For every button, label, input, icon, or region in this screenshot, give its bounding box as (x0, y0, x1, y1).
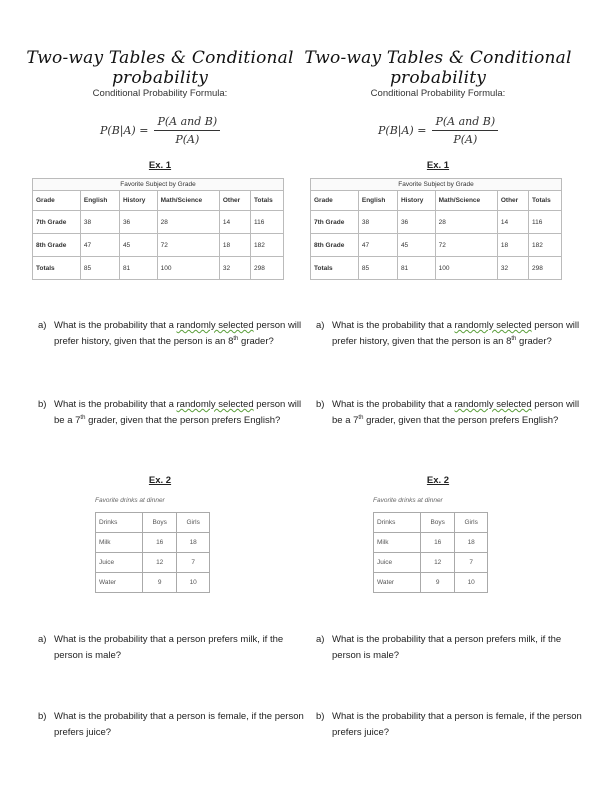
table-header-row (96, 513, 210, 533)
table-cell: 16 (143, 533, 177, 553)
question-1b (316, 397, 584, 429)
column-header: Boys (421, 513, 455, 533)
column-header: English (358, 191, 397, 211)
question-1b (38, 397, 306, 429)
table-cell: 12 (421, 553, 455, 573)
worksheet-copy-left (20, 0, 310, 800)
formula-numerator: P(A and B) (154, 115, 220, 131)
formula-label: Conditional Probability Formula: (92, 88, 228, 99)
table-row (33, 211, 284, 234)
table-row (374, 573, 488, 593)
column-header: Girls (455, 513, 488, 533)
column-header: Other (497, 191, 528, 211)
table-cell: 182 (251, 234, 284, 257)
table-row (96, 533, 210, 553)
table-cell: 116 (251, 211, 284, 234)
favorite-subject-table (310, 178, 562, 280)
spellcheck-highlight: randomly selected (454, 399, 532, 410)
question-2b (38, 709, 306, 741)
worksheet-title: Two-way Tables & Conditional probability (26, 48, 294, 88)
worksheet-copy-right (298, 0, 588, 800)
favorite-drinks-table (95, 512, 210, 593)
table-header-row (311, 191, 562, 211)
table-cell: 100 (157, 257, 219, 280)
table-cell: 45 (119, 234, 157, 257)
question-letter: b) (316, 711, 325, 722)
ordinal-suffix: th (233, 335, 239, 342)
row-label: Milk (96, 533, 143, 553)
table-cell: 14 (219, 211, 250, 234)
table-cell: 72 (157, 234, 219, 257)
table-cell: 10 (455, 573, 488, 593)
table-cell: 38 (80, 211, 119, 234)
table-cell: 72 (435, 234, 497, 257)
table-cell: 7 (455, 553, 488, 573)
spellcheck-highlight: randomly selected (176, 399, 254, 410)
example-2-label: Ex. 2 (148, 475, 172, 486)
column-header: Math/Science (157, 191, 219, 211)
spellcheck-highlight: randomly selected (176, 320, 254, 331)
column-header: English (80, 191, 119, 211)
row-label: Water (374, 573, 421, 593)
table-cell: 116 (529, 211, 562, 234)
question-2a (316, 632, 584, 664)
question-text: What is the probability that a person is female, if the person prefers juice? (332, 711, 582, 738)
table-cell: 36 (119, 211, 157, 234)
column-header: Girls (177, 513, 210, 533)
question-text (332, 318, 584, 350)
column-header: History (119, 191, 157, 211)
question-2a (38, 632, 306, 664)
row-label: Water (96, 573, 143, 593)
question-text-part: What is the probability that a (332, 399, 455, 410)
column-header: Totals (251, 191, 284, 211)
table-cell: 81 (397, 257, 435, 280)
spellcheck-highlight: randomly selected (454, 320, 532, 331)
question-text-part: grader? (516, 336, 552, 347)
formula-numerator: P(A and B) (432, 115, 498, 131)
column-header: Totals (529, 191, 562, 211)
question-text: What is the probability that a person prefers milk, if the person is male? (54, 634, 284, 661)
table-cell: 85 (358, 257, 397, 280)
column-header: Drinks (96, 513, 143, 533)
table-caption: Favorite drinks at dinner (95, 497, 165, 504)
table-cell: 18 (219, 234, 250, 257)
row-label: Juice (374, 553, 421, 573)
question-letter: a) (38, 320, 47, 331)
table-cell: 36 (397, 211, 435, 234)
question-1a (38, 318, 306, 350)
table-header-row (33, 191, 284, 211)
table-cell: 32 (219, 257, 250, 280)
table-cell: 18 (455, 533, 488, 553)
table-cell: 81 (119, 257, 157, 280)
question-letter: b) (38, 711, 47, 722)
table-row (33, 234, 284, 257)
row-label: Totals (311, 257, 359, 280)
row-label: Totals (33, 257, 81, 280)
worksheet-title: Two-way Tables & Conditional probability (304, 48, 572, 88)
table-cell: 9 (421, 573, 455, 593)
question-text (54, 318, 306, 350)
formula-label: Conditional Probability Formula: (370, 88, 506, 99)
row-label: 7th Grade (311, 211, 359, 234)
table-cell: 10 (177, 573, 210, 593)
question-text-part: What is the probability that a (332, 320, 455, 331)
question-text-part: What is the probability that a (54, 320, 177, 331)
formula-fraction (432, 115, 498, 146)
table-cell: 38 (358, 211, 397, 234)
question-text: What is the probability that a person is female, if the person prefers juice? (54, 711, 304, 738)
example-1-label: Ex. 1 (148, 160, 172, 171)
table-row (311, 257, 562, 280)
question-text-part: grader? (238, 336, 274, 347)
table-cell: 28 (435, 211, 497, 234)
table-row (374, 553, 488, 573)
row-label: Milk (374, 533, 421, 553)
question-letter: a) (316, 320, 325, 331)
question-1a (316, 318, 584, 350)
table-row (311, 211, 562, 234)
column-header: Math/Science (435, 191, 497, 211)
column-header: Grade (311, 191, 359, 211)
question-2b (316, 709, 584, 741)
question-text-part: grader, given that the person prefers English? (85, 415, 281, 426)
question-text (332, 397, 584, 429)
table-cell: 45 (397, 234, 435, 257)
favorite-subject-table (32, 178, 284, 280)
formula-fraction (154, 115, 220, 146)
table-cell: 9 (143, 573, 177, 593)
table-row (96, 553, 210, 573)
table-cell: 28 (157, 211, 219, 234)
formula-lhs: P(B|A) = (100, 123, 149, 137)
table-caption: Favorite Subject by Grade (32, 178, 284, 190)
table-cell: 298 (251, 257, 284, 280)
formula-denominator: P(A) (453, 132, 478, 146)
question-letter: b) (38, 399, 47, 410)
table-caption: Favorite Subject by Grade (310, 178, 562, 190)
ordinal-suffix: th (358, 414, 364, 421)
table-cell: 100 (435, 257, 497, 280)
table-cell: 18 (177, 533, 210, 553)
question-text-part: grader, given that the person prefers English? (363, 415, 559, 426)
question-text-part: person will be a 7 (332, 399, 580, 426)
table-cell: 182 (529, 234, 562, 257)
table-cell: 7 (177, 553, 210, 573)
column-header: Boys (143, 513, 177, 533)
question-text-part: person will be a 7 (54, 399, 302, 426)
question-text (54, 397, 306, 429)
table-row (96, 573, 210, 593)
question-letter: b) (316, 399, 325, 410)
table-header-row (374, 513, 488, 533)
formula-denominator: P(A) (175, 132, 200, 146)
table-caption: Favorite drinks at dinner (373, 497, 443, 504)
column-header: History (397, 191, 435, 211)
column-header: Drinks (374, 513, 421, 533)
column-header: Other (219, 191, 250, 211)
question-text-part: person will prefer history, given that the person is an 8 (332, 320, 580, 347)
question-text-part: What is the probability that a (54, 399, 177, 410)
table-cell: 298 (529, 257, 562, 280)
table-cell: 18 (497, 234, 528, 257)
table-cell: 32 (497, 257, 528, 280)
question-text-part: person will prefer history, given that the person is an 8 (54, 320, 302, 347)
row-label: 8th Grade (33, 234, 81, 257)
question-letter: a) (38, 634, 47, 645)
table-cell: 12 (143, 553, 177, 573)
ordinal-suffix: th (80, 414, 86, 421)
conditional-probability-formula (378, 110, 498, 150)
question-text: What is the probability that a person prefers milk, if the person is male? (332, 634, 562, 661)
conditional-probability-formula (100, 110, 220, 150)
example-2-label: Ex. 2 (426, 475, 450, 486)
table-cell: 85 (80, 257, 119, 280)
column-header: Grade (33, 191, 81, 211)
table-row (311, 234, 562, 257)
table-cell: 47 (80, 234, 119, 257)
table-row (374, 533, 488, 553)
question-letter: a) (316, 634, 325, 645)
favorite-drinks-table (373, 512, 488, 593)
row-label: 8th Grade (311, 234, 359, 257)
table-cell: 16 (421, 533, 455, 553)
example-1-label: Ex. 1 (426, 160, 450, 171)
row-label: 7th Grade (33, 211, 81, 234)
ordinal-suffix: th (511, 335, 517, 342)
table-cell: 14 (497, 211, 528, 234)
formula-lhs: P(B|A) = (378, 123, 427, 137)
table-row (33, 257, 284, 280)
table-cell: 47 (358, 234, 397, 257)
row-label: Juice (96, 553, 143, 573)
